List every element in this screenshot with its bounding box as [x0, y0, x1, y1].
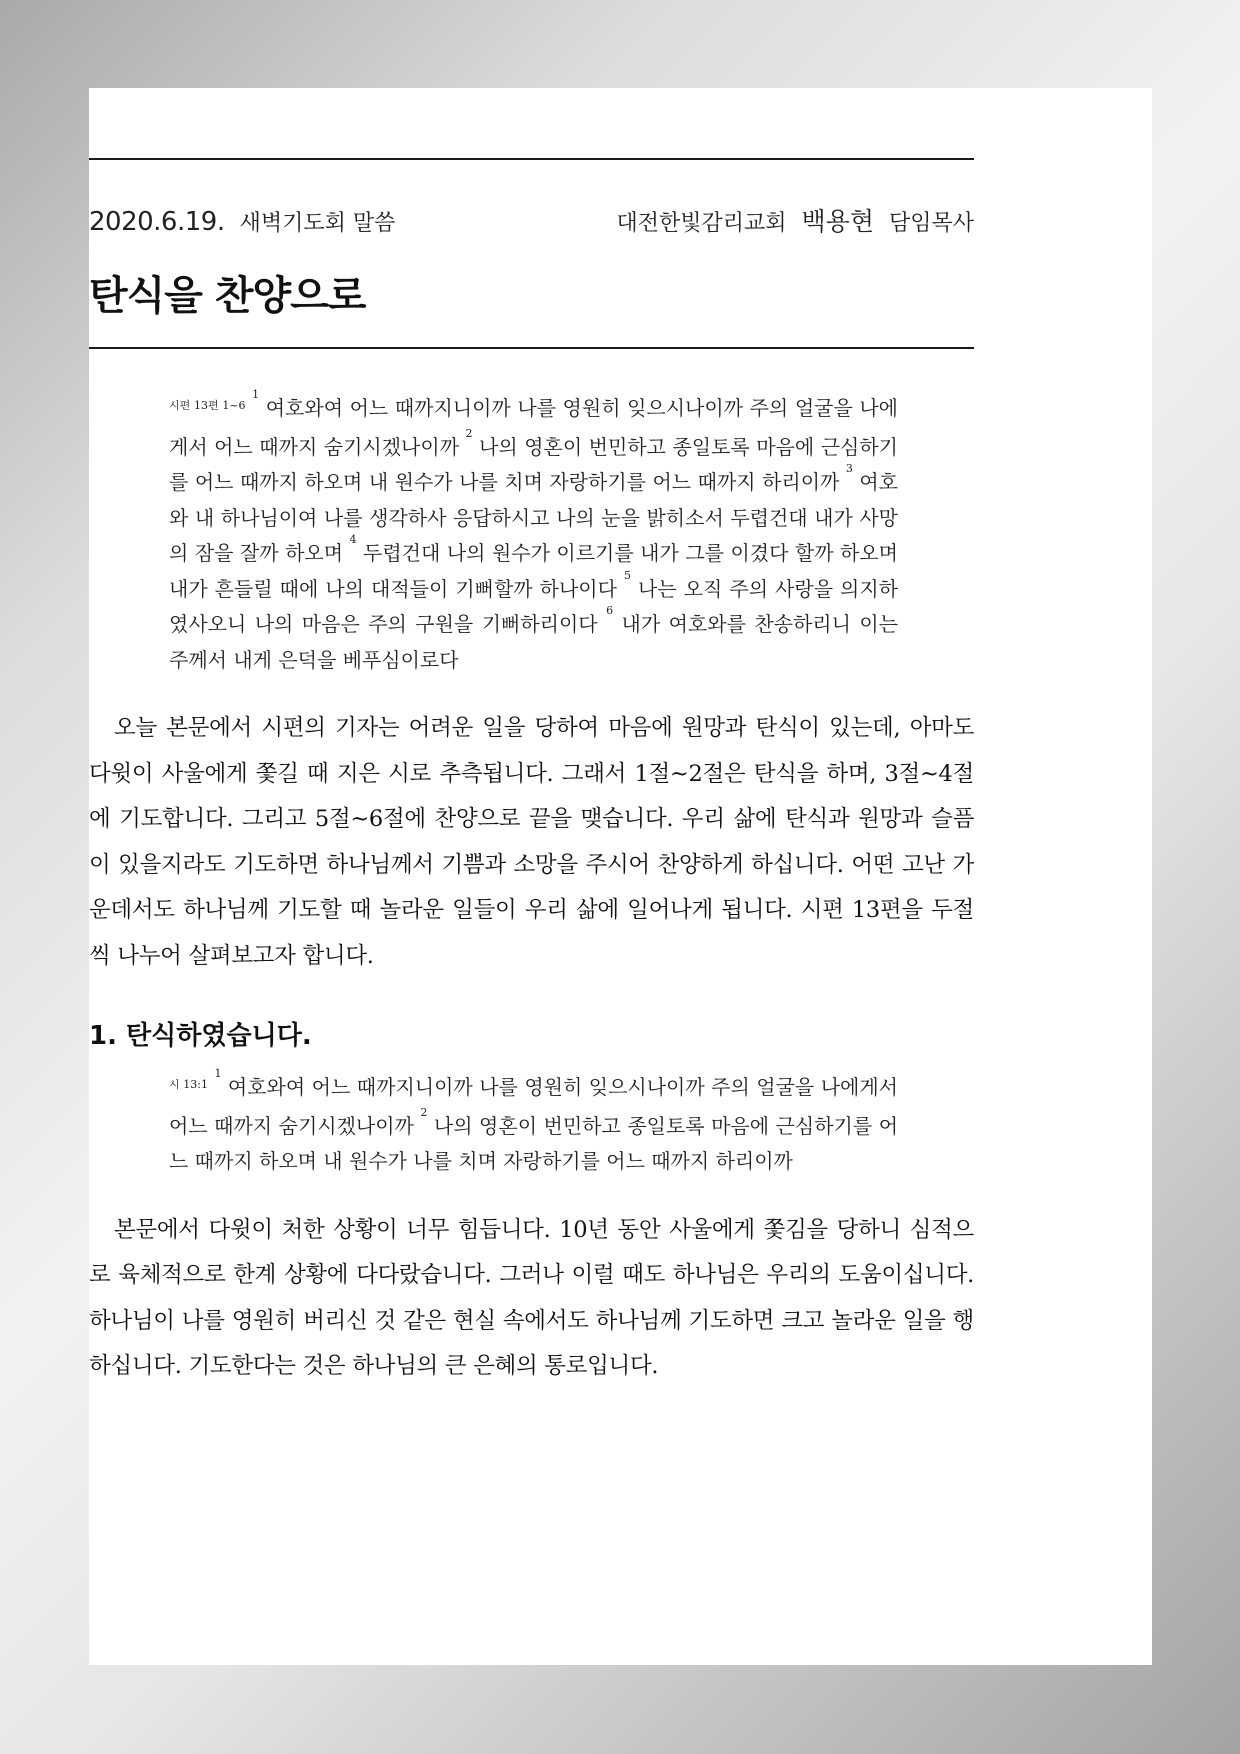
- scripture-reference: 시편 13편 1~6: [169, 399, 246, 412]
- scripture-passage: [169, 388, 899, 678]
- verse-text: 나는 오직 주의 사랑을 의지하였사오니 나의 마음은 주의 구원을 기뻐하리이다: [169, 576, 899, 636]
- preacher-line: [617, 202, 975, 238]
- verse-text: 두렵건대 나의 원수가 이르기를 내가 그를 이겼다 할까 하오며 내가 흔들릴 때에 나의 대적들이 기뻐할까 하나이다: [169, 541, 899, 601]
- verse-text: 여호와여 어느 때까지니이까 나를 영원히 잊으시나이까 주의 얼굴을 나에게서 어느 때까지 숨기시겠나이까: [169, 396, 899, 459]
- sermon-date-line: [89, 206, 395, 237]
- top-rule: [89, 158, 974, 160]
- section-heading: 1. 탄식하였습니다.: [89, 1021, 312, 1051]
- verse-number: 5: [623, 568, 631, 582]
- sermon-paragraph: 본문에서 다윗이 처한 상황이 너무 힘듭니다. 10년 동안 사울에게 쫓김을 당하니 심적으로 육체적으로 한계 상황에 다다랐습니다. 그러나 이럴 때도 하나님은 우리의 도움이십니다. 하나님이 나를 영원히 버리신 것 같은 현실 속에서도 하나님께 기도하면 크고 놀라운 일을 행하십니다. 기도한다는 것은 하나님의 큰 은혜의 통로입니다.: [89, 1216, 974, 1379]
- verse-number: 3: [845, 462, 853, 475]
- sermon-date: 2020.6.19.: [89, 207, 225, 237]
- verse-text: 나의 영혼이 번민하고 종일토록 마음에 근심하기를 어느 때까지 하오며 내 원수가 나를 치며 자랑하기를 어느 때까지 하리이까: [169, 1113, 899, 1173]
- verse-text: 내가 여호와를 찬송하리니 이는 주께서 내게 은덕을 베푸심이로다: [169, 612, 899, 672]
- verse-text: 여호와여 어느 때까지니이까 나를 영원히 잊으시나이까 주의 얼굴을 나에게서 어느 때까지 숨기시겠나이까: [169, 1075, 898, 1138]
- scripture-reference: 시 13:1: [169, 1078, 208, 1091]
- verse-number: 1: [214, 1067, 222, 1080]
- sermon-paragraph: 오늘 본문에서 시편의 기자는 어려운 일을 당하여 마음에 원망과 탄식이 있는데, 아마도 다윗이 사울에게 쫓길 때 지은 시로 추측됩니다. 그래서 1절~2절은 탄식을 하며, 3절~4절에 기도합니다. 그리고 5절~6절에 찬양으로 끝을 맺습니다. 우리 삶에 탄식과 원망과 슬픔이 있을지라도 기도하면 하나님께서 기쁨과 소망을 주시어 찬양하게 하십니다. 어떤 고난 가운데서도 하나님께 기도할 때 놀라운 일들이 우리 삶에 일어나게 됩니다. 시편 13편을 두절씩 나누어 살펴보고자 합니다.: [89, 715, 974, 969]
- verse-number: 6: [606, 604, 614, 617]
- scripture-passage: [169, 1067, 899, 1180]
- church-name: 대전한빛감리교회: [616, 211, 787, 236]
- verse-number: 2: [420, 1105, 428, 1119]
- verse-text: 여호와 내 하나님이여 나를 생각하사 응답하시고 나의 눈을 밝히소서 두렵건대 내가 사망의 잠을 잘까 하오며: [169, 470, 898, 565]
- document-content: [89, 88, 974, 1412]
- verse-number: 1: [252, 388, 260, 401]
- sermon-title: 탄식을 찬양으로: [89, 273, 366, 319]
- title-rule: [89, 347, 974, 349]
- verse-number: 2: [465, 426, 473, 440]
- verse-text: 나의 영혼이 번민하고 종일토록 마음에 근심하기를 어느 때까지 하오며 내 원수가 나를 치며 자랑하기를 어느 때까지 하리이까: [169, 434, 898, 494]
- sermon-header: [89, 202, 974, 238]
- service-name: 새벽기도회 말씀: [239, 211, 396, 236]
- pastor-name: 백용현: [801, 207, 874, 236]
- pastor-title: 담임목사: [888, 211, 974, 236]
- verse-number: 4: [349, 533, 357, 546]
